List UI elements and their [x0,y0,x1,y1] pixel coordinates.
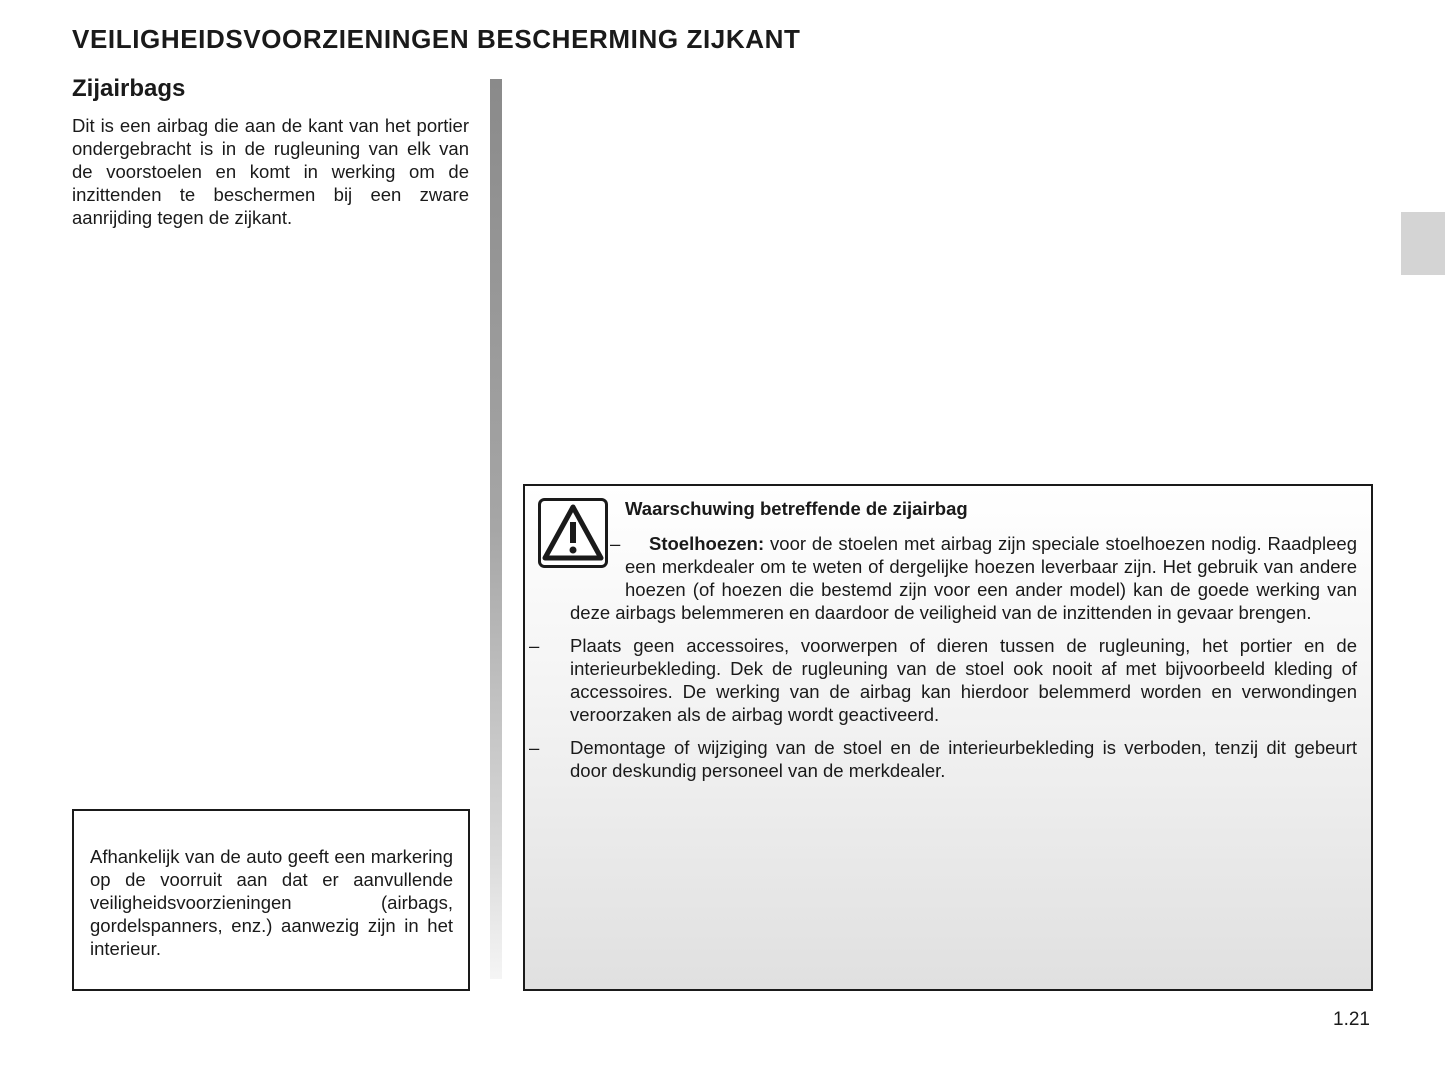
warning-item-dash: – [529,737,540,758]
warning-item-dismantling [529,736,1357,782]
section-title: Zijairbags [72,75,186,102]
warning-body [529,532,1357,792]
warning-box [523,484,1373,991]
warning-item-dash: – [610,533,621,554]
warning-title: Waarschuwing betreffende de zijairbag [625,498,968,519]
warning-item-text: Demontage of wijziging van de stoel en de interieurbekleding is verboden, tenzij dit gebeurt door deskundig personeel van de merkdealer. [570,737,1357,781]
note-box [72,809,470,991]
page-title: VEILIGHEIDSVOORZIENINGEN BESCHERMING ZIJKANT [72,24,801,54]
page-number: 1.21 [1333,1009,1370,1030]
warning-item-accessories [529,634,1357,726]
warning-item-bold: Stoelhoezen: [649,533,765,554]
column-divider [490,79,502,979]
chapter-tab [1401,212,1445,275]
note-text: Afhankelijk van de auto geeft een markering op de voorruit aan dat er aanvullende veiligheidsvoorzieningen (airbags, gordelspanners, enz.) aanwezig zijn in het interieur. [90,846,453,959]
warning-item-text: voor de stoelen met airbag zijn speciale stoelhoezen nodig. Raadpleeg een merkdealer om te weten of dergelijke hoezen leverbaar zijn. Het gebruik van andere hoezen (of hoezen die bestemd zijn voor een ander model) kan de goede werking van deze airbags belemmeren en daardoor de veiligheid van de inzittenden in gevaar brengen. [570,533,1357,623]
intro-paragraph: Dit is een airbag die aan de kant van het portier ondergebracht is in de rugleuning van elk van de voorstoelen en komt in werking om de inzittenden te beschermen bij een zware aanrijding tegen de zijkant. [72,115,469,228]
warning-item-seat-covers [540,532,1357,624]
warning-item-text: Plaats geen accessoires, voorwerpen of dieren tussen de rugleuning, het portier en de interieurbekleding. Dek de rugleuning van de stoel ook nooit af met bijvoorbeeld kleding of accessoires. De werking van de airbag kan hierdoor belemmerd worden en verwondingen veroorzaken als de airbag wordt geactiveerd. [570,635,1357,725]
warning-item-dash: – [529,635,540,656]
